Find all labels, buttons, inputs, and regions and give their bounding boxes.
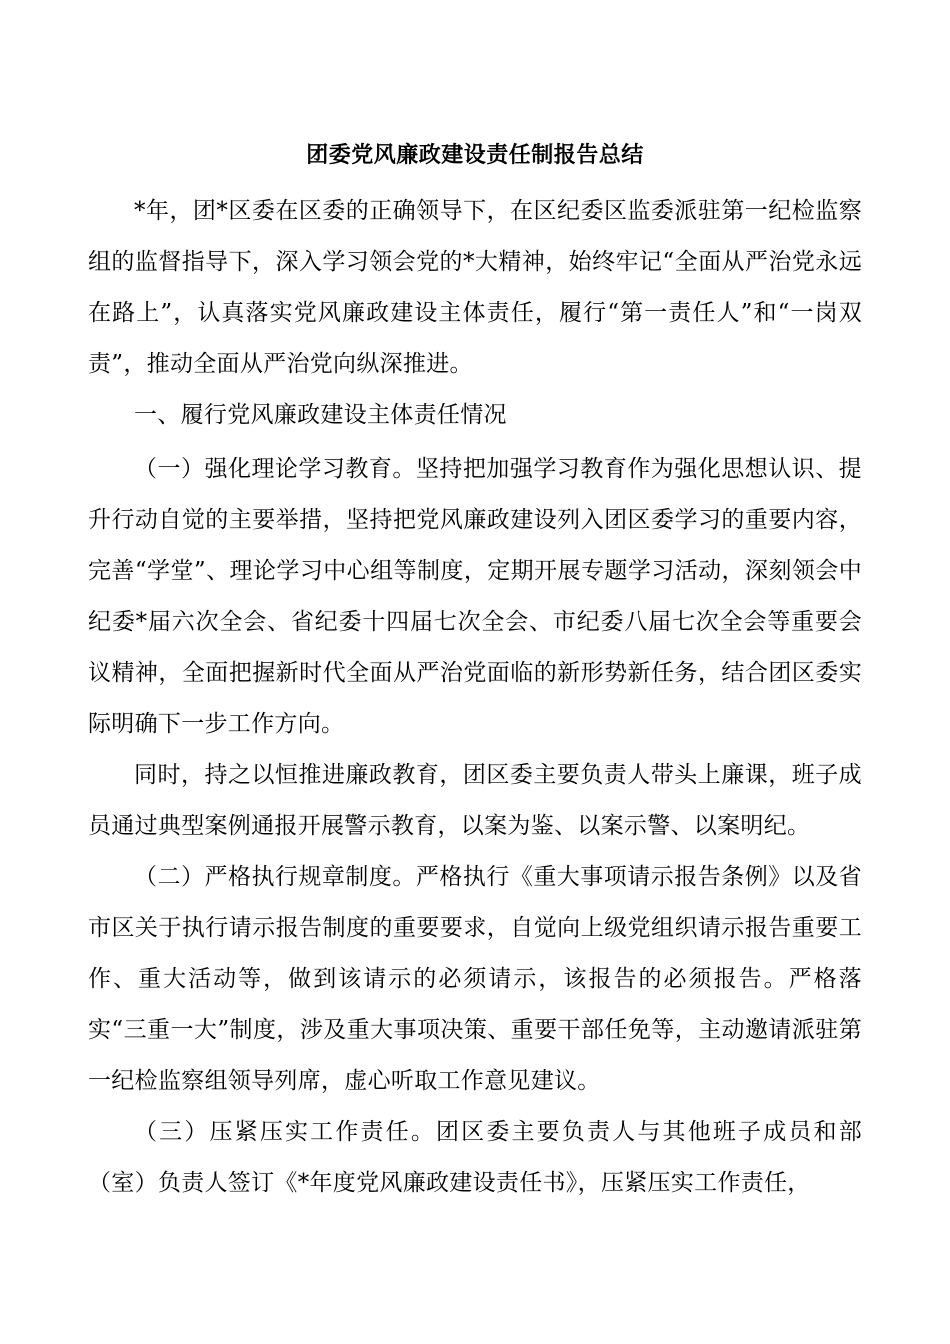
paragraph-responsibility: （三）压紧压实工作责任。团区委主要负责人与其他班子成员和部（室）负责人签订《*年度党风廉政建设责任书》，压紧压实工作责任， — [88, 1119, 862, 1196]
paragraph-intro: *年，团*区委在区委的正确领导下，在区纪委区监委派驻第一纪检监察组的监督指导下，深入学习领会党的*大精神，始终牢记“全面从严治党永远在路上”，认真落实党风廉政建设主体责任，履行“第一责任人”和“一岗双责”，推动全面从严治党向纵深推进。 — [88, 198, 862, 377]
section-heading-1: 一、履行党风廉政建设主体责任情况 — [134, 402, 507, 428]
document-title: 团委党风廉政建设责任制报告总结 — [306, 143, 644, 168]
paragraph-education: 同时，持之以恒推进廉政教育，团区委主要负责人带头上廉课，班子成员通过典型案例通报开展警示教育，以案为鉴、以案示警、以案明纪。 — [88, 762, 862, 839]
paragraph-study: （一）强化理论学习教育。坚持把加强学习教育作为强化思想认识、提升行动自觉的主要举措，坚持把党风廉政建设列入团区委学习的重要内容，完善“学堂”、理论学习中心组等制度，定期开展专题学习活动，深刻领会中纪委*届六次全会、省纪委十四届七次全会、市纪委八届七次全会等重要会议精神，全面把握新时代全面从严治党面临的新形势新任务，结合团区委实际明确下一步工作方向。 — [88, 456, 862, 737]
paragraph-regulations: （二）严格执行规章制度。严格执行《重大事项请示报告条例》以及省市区关于执行请示报告制度的重要要求，自觉向上级党组织请示报告重要工作、重大活动等，做到该请示的必须请示，该报告的必须报告。严格落实“三重一大”制度，涉及重大事项决策、重要干部任免等，主动邀请派驻第一纪检监察组领导列席，虚心听取工作意见建议。 — [88, 864, 862, 1094]
